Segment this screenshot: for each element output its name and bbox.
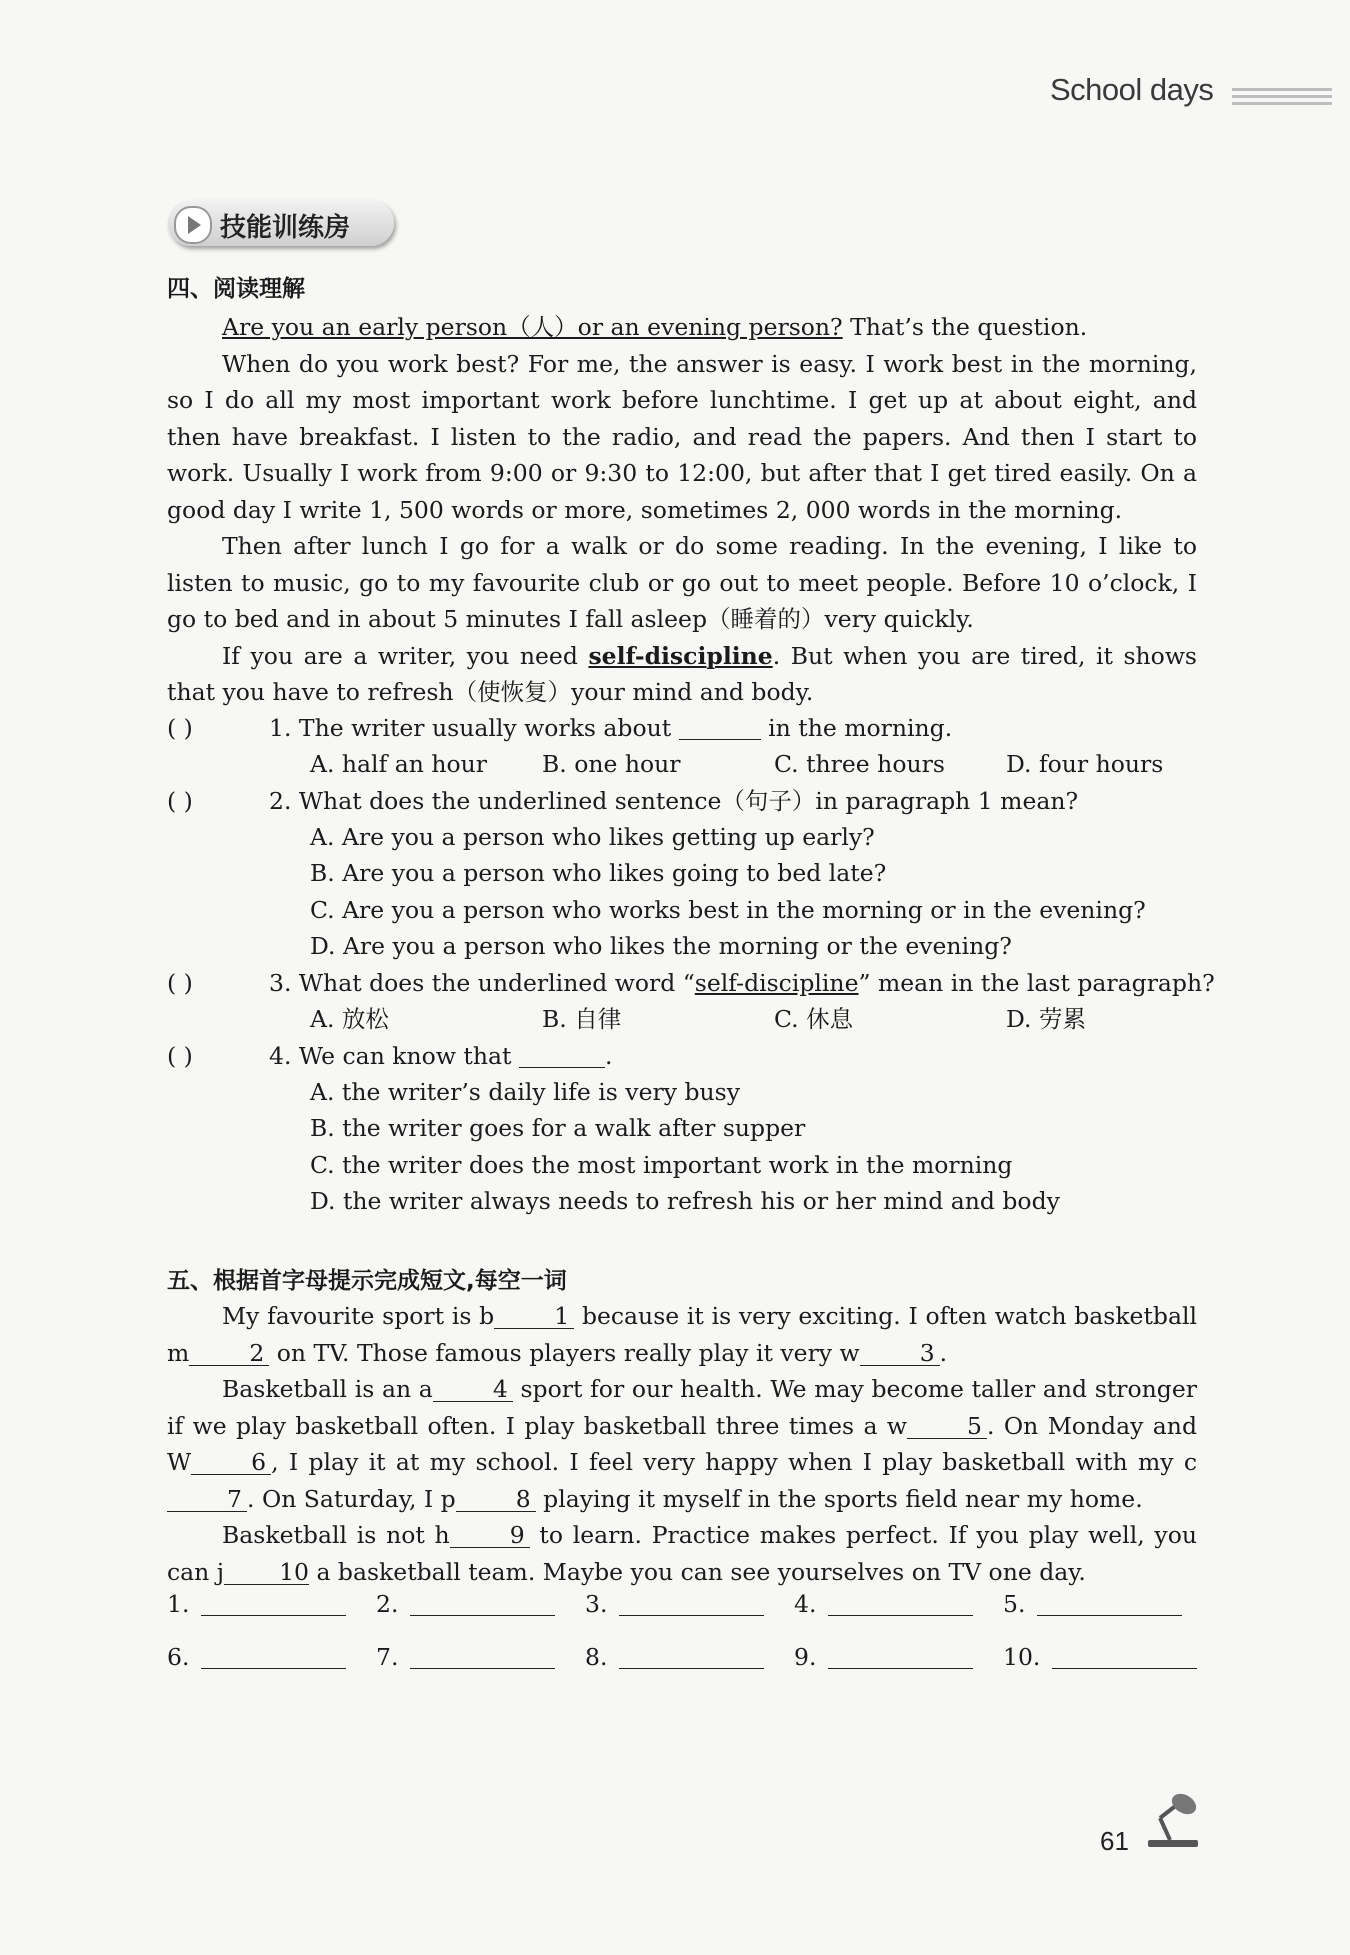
page-header-title: School days [1050,72,1214,107]
answer-line[interactable] [1037,1593,1182,1616]
question-4 [167,1038,612,1075]
question-1-options [310,746,1238,783]
answer-bracket[interactable]: ( ) [167,969,193,997]
answer-number: 10. [1003,1643,1041,1671]
answer-bracket[interactable]: ( ) [167,787,193,815]
page-number: 61 [1100,1826,1129,1856]
passage-text: . [939,1338,948,1367]
option-b[interactable]: B. one hour [542,750,681,778]
passage-text: sport for our health. We may become taller and stronger if we play basketball often. I play basketball three times a w [167,1375,1197,1440]
answer-item [794,1643,1003,1671]
passage-text: My favourite sport is b [222,1302,495,1330]
question-2 [167,783,1078,820]
answer-item [1003,1643,1212,1671]
blank-6[interactable]: 6 [191,1450,271,1475]
answer-item [167,1590,376,1618]
blank-5[interactable]: 5 [907,1414,987,1439]
reading-passage [167,309,1197,711]
option-c[interactable]: C. Are you a person who works best in the morning or in the evening? [310,896,1146,924]
answer-item [585,1590,794,1618]
answer-line[interactable] [201,1646,346,1669]
passage-text: on TV. Those famous players really play it very w [269,1338,860,1367]
underlined-word: self-discipline [694,969,859,997]
blank-1[interactable]: 1 [494,1304,574,1329]
answer-number: 9. [794,1643,817,1671]
blank-8[interactable]: 8 [456,1487,536,1512]
answer-line[interactable] [619,1593,764,1616]
answer-bracket[interactable]: ( ) [167,714,193,742]
answer-row-2 [167,1643,1212,1671]
question-text: ” mean in the last paragraph? [858,969,1215,997]
option-b[interactable]: B. Are you a person who likes going to bed late? [310,859,887,887]
blank-9[interactable]: 9 [450,1523,530,1548]
answer-line[interactable] [410,1646,555,1669]
passage-text: to learn. Practice makes perfect. If you play well, you can j [167,1521,1197,1586]
passage-text: . On Saturday, I p [247,1484,456,1513]
answer-item [1003,1590,1212,1618]
question-number: 3. [269,969,292,997]
cloze-passage [167,1298,1197,1590]
play-icon [174,206,212,244]
question-1 [167,710,952,747]
answer-bracket[interactable]: ( ) [167,1042,193,1070]
answer-line[interactable] [1052,1646,1197,1669]
desk-lamp-icon [1140,1790,1204,1850]
answer-line[interactable] [201,1593,346,1616]
answer-line[interactable] [828,1646,973,1669]
section-five-title: 五、根据首字母提示完成短文,每空一词 [167,1268,567,1294]
question-text: We can know that [298,1042,512,1070]
option-a[interactable]: A. half an hour [310,750,488,778]
question-text: What does the underlined word “ [298,969,695,997]
passage-text: That’s the question. [842,313,1088,341]
option-c[interactable]: C. 休息 [774,1005,854,1033]
question-number: 1. [269,714,292,742]
passage-text: because it is very exciting. I often watch basketball m [167,1302,1197,1367]
question-number: 2. [269,787,292,815]
blank-10[interactable]: 10 [224,1560,309,1585]
banner-label: 技能训练房 [220,213,351,243]
answer-row-1 [167,1590,1212,1618]
passage-text: Basketball is not h [222,1521,450,1549]
question-3-options [310,1001,1238,1038]
answer-line[interactable] [828,1593,973,1616]
passage-text: . On Monday and W [167,1411,1197,1476]
passage-text: . But when you are tired, it shows that you have to refresh（使恢复）your mind and body. [167,641,1197,706]
blank-7[interactable]: 7 [167,1487,247,1512]
option-a[interactable]: A. the writer’s daily life is very busy [310,1078,740,1106]
question-number: 4. [269,1042,292,1070]
header-decoration [1232,88,1332,109]
passage-paragraph: When do you work best? For me, the answer is easy. I work best in the morning, so I do all my most important work before lunchtime. I get up at about eight, and then have breakfast. I listen to the radio, and read the papers. And then I start to work. Usually I work from 9:00 or 9:30 to 12:00, but after that I get tired easily. On a good day I write 1, 500 words or more, sometimes 2, 000 words in the morning. [167,349,1197,524]
section-four-title: 四、阅读理解 [167,276,305,302]
question-text: The writer usually works about [298,714,672,742]
option-a[interactable]: A. 放松 [310,1005,389,1033]
option-d[interactable]: D. Are you a person who likes the morning or the evening? [310,932,1012,960]
answer-item [167,1643,376,1671]
answer-item [376,1643,585,1671]
passage-text: If you are a writer, you need [222,641,589,670]
answer-item [376,1590,585,1618]
option-d[interactable]: D. four hours [1006,750,1164,778]
answer-line[interactable] [619,1646,764,1669]
answer-number: 6. [167,1643,190,1671]
answer-number: 3. [585,1590,608,1618]
passage-text: , I play it at my school. I feel very happy when I play basketball with my c [271,1448,1197,1476]
underlined-sentence: Are you an early person（人）or an evening person? [222,313,843,341]
question-text: What does the underlined sentence（句子）in paragraph 1 mean? [298,787,1079,815]
fill-blank[interactable] [679,717,761,740]
answer-item [794,1590,1003,1618]
answer-number: 1. [167,1590,190,1618]
passage-paragraph: Then after lunch I go for a walk or do some reading. In the evening, I like to listen to music, go to my favourite club or go out to meet people. Before 10 o’clock, I go to bed and in about 5 minutes I fall asleep（睡着的）very quickly. [167,532,1197,633]
option-c[interactable]: C. three hours [774,750,945,778]
option-c[interactable]: C. the writer does the most important work in the morning [310,1151,1013,1179]
passage-text: a basketball team. Maybe you can see yourselves on TV one day. [308,1557,1086,1586]
passage-text: playing it myself in the sports field near my home. [535,1484,1143,1513]
option-b[interactable]: B. the writer goes for a walk after supper [310,1114,806,1142]
answer-number: 7. [376,1643,399,1671]
fill-blank[interactable] [519,1045,605,1068]
answer-number: 5. [1003,1590,1026,1618]
option-d[interactable]: D. the writer always needs to refresh his or her mind and body [310,1187,1060,1215]
answer-line[interactable] [410,1593,555,1616]
passage-text: Basketball is an a [222,1375,433,1403]
answer-number: 8. [585,1643,608,1671]
answer-item [585,1643,794,1671]
answer-number: 2. [376,1590,399,1618]
question-text: . [604,1042,613,1070]
question-3 [167,965,1215,1002]
blank-4[interactable]: 4 [433,1377,513,1402]
question-text: in the morning. [768,714,953,742]
blank-2[interactable]: 2 [189,1341,269,1366]
option-b[interactable]: B. 自律 [542,1005,622,1033]
answer-number: 4. [794,1590,817,1618]
option-d[interactable]: D. 劳累 [1006,1005,1086,1033]
underlined-word: self-discipline [588,641,773,670]
option-a[interactable]: A. Are you a person who likes getting up early? [310,823,875,851]
blank-3[interactable]: 3 [860,1341,940,1366]
section-banner [168,200,394,246]
